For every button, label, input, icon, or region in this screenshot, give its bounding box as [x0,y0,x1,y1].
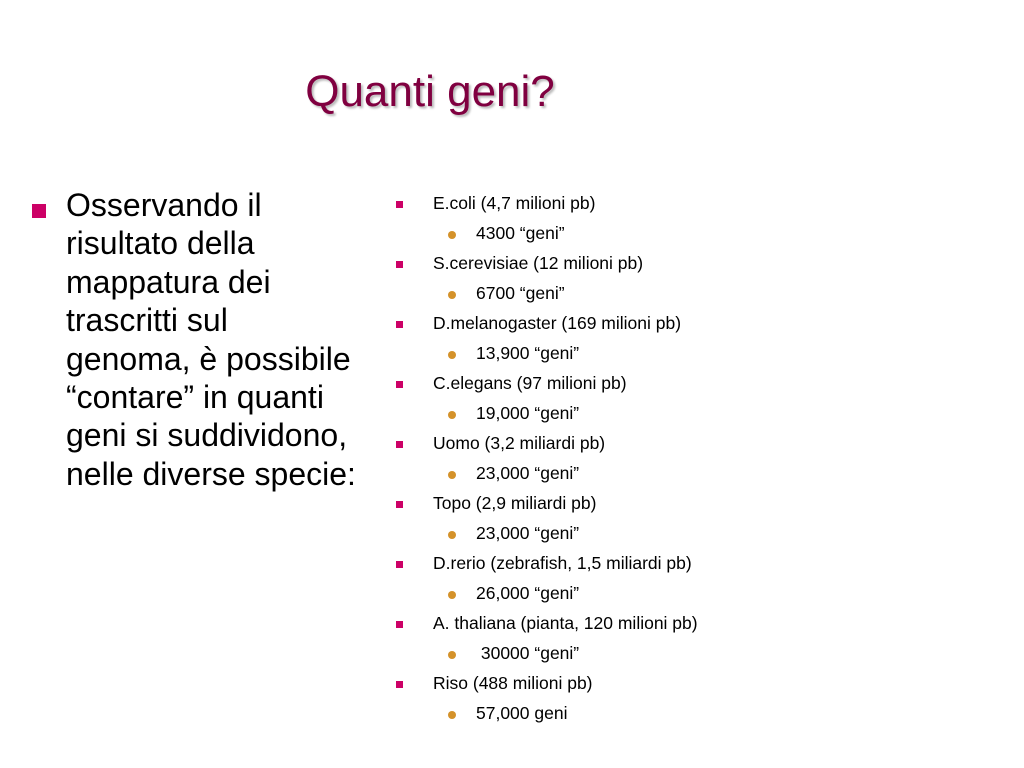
gene-count-label: 13,900 “geni” [476,343,580,363]
square-bullet-icon [32,204,46,218]
species-label: C.elegans (97 milioni pb) [433,373,627,393]
species-label: A. thaliana (pianta, 120 milioni pb) [433,613,698,633]
round-bullet-icon [448,531,456,539]
species-label: S.cerevisiae (12 milioni pb) [433,253,644,273]
gene-count-label: 6700 “geni” [476,283,565,303]
species-label: Riso (488 milioni pb) [433,673,593,693]
intro-block [28,186,358,493]
gene-count-label: 23,000 “geni” [476,523,580,543]
species-item [396,670,916,700]
round-bullet-icon [448,411,456,419]
gene-count-label: 57,000 geni [476,703,568,723]
species-label: Topo (2,9 miliardi pb) [433,493,597,513]
square-bullet-icon [396,321,403,328]
slide-title: Quanti geni? [305,67,555,116]
species-item [396,310,916,340]
gene-count-label: 26,000 “geni” [476,583,580,603]
square-bullet-icon [396,681,403,688]
round-bullet-icon [448,231,456,239]
square-bullet-icon [396,201,403,208]
gene-count-label: 4300 “geni” [476,223,565,243]
species-item [396,190,916,220]
round-bullet-icon [448,351,456,359]
species-label: Uomo (3,2 miliardi pb) [433,433,606,453]
round-bullet-icon [448,711,456,719]
gene-count-item [396,520,916,550]
round-bullet-icon [448,651,456,659]
intro-paragraph: Osservando il risultato della mappatura dei trascritti sul genoma, è possibile “contare” in quanti geni si suddividono, nelle diverse specie: [66,187,356,492]
gene-count-item [396,460,916,490]
gene-count-label: 30000 “geni” [476,643,580,663]
square-bullet-icon [396,441,403,448]
species-label: D.melanogaster (169 milioni pb) [433,313,682,333]
gene-count-item [396,700,916,730]
species-item [396,430,916,460]
species-label: D.rerio (zebrafish, 1,5 miliardi pb) [433,553,692,573]
species-gene-list [396,190,916,730]
gene-count-item [396,640,916,670]
square-bullet-icon [396,261,403,268]
round-bullet-icon [448,471,456,479]
gene-count-item [396,400,916,430]
gene-count-item [396,280,916,310]
round-bullet-icon [448,291,456,299]
square-bullet-icon [396,501,403,508]
species-label: E.coli (4,7 milioni pb) [433,193,596,213]
gene-count-label: 23,000 “geni” [476,463,580,483]
gene-count-label: 19,000 “geni” [476,403,580,423]
species-item [396,490,916,520]
species-item [396,250,916,280]
gene-count-item [396,340,916,370]
species-item [396,610,916,640]
species-item [396,550,916,580]
gene-count-item [396,580,916,610]
round-bullet-icon [448,591,456,599]
square-bullet-icon [396,621,403,628]
square-bullet-icon [396,561,403,568]
species-item [396,370,916,400]
gene-count-item [396,220,916,250]
square-bullet-icon [396,381,403,388]
